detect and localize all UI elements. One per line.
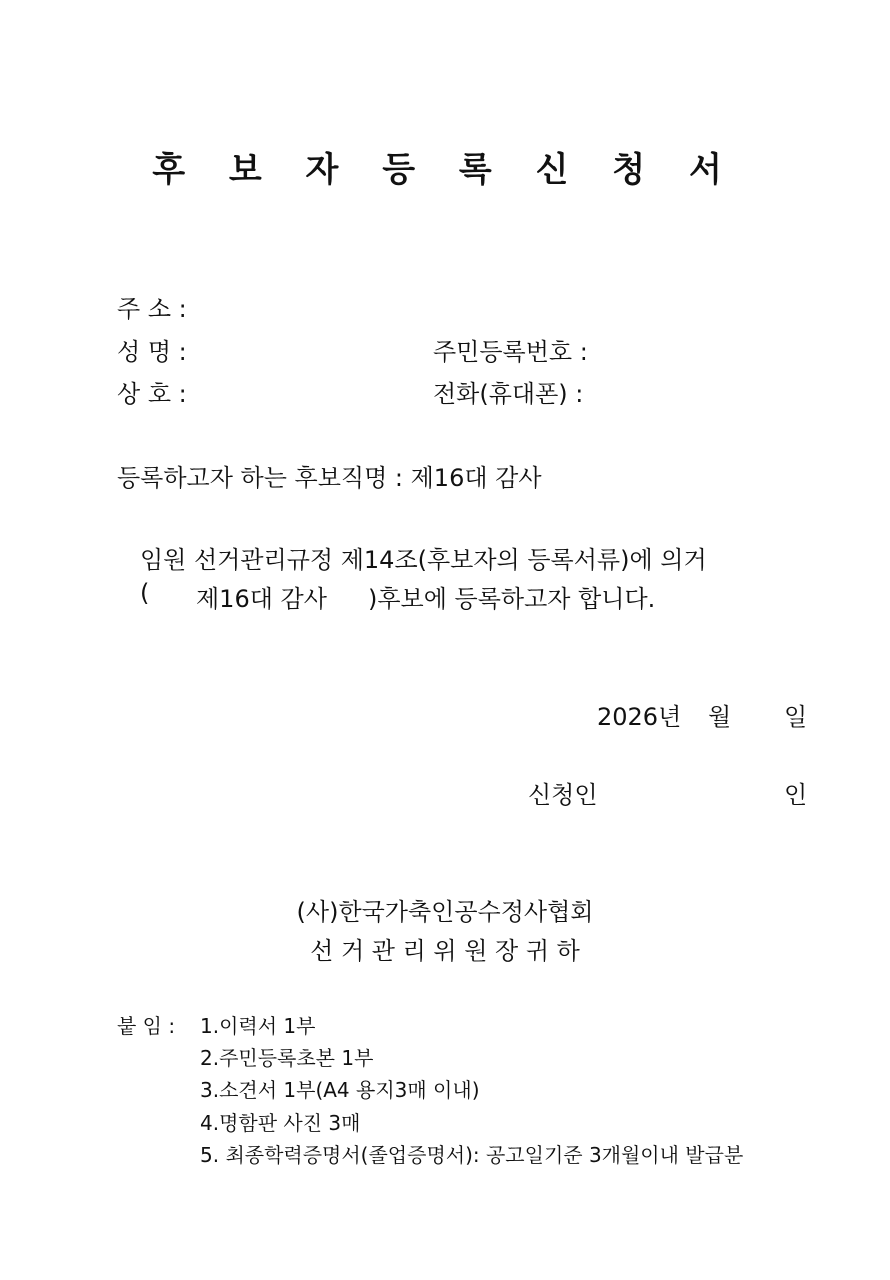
resident-number-label: 주민등록번호 : (433, 338, 588, 366)
statement-close-text: )후보에 등록하고자 합니다. (368, 585, 656, 613)
attachment-item: 3.소견서 1부(A4 용지3매 이내) (200, 1078, 480, 1102)
business-name-label: 상 호 : (117, 380, 187, 408)
applicant-seal: 인 (784, 781, 808, 809)
applicant-label: 신청인 (528, 781, 598, 809)
statement-open-paren: ( (140, 579, 150, 607)
statement-position: 제16대 감사 (196, 585, 327, 613)
name-label: 성 명 : (117, 338, 187, 366)
date-day: 일 (784, 703, 808, 731)
attachment-item: 2.주민등록초본 1부 (200, 1046, 374, 1070)
recipient-addressee: 선 거 관 리 위 원 장 귀 하 (310, 937, 580, 965)
statement-line-1: 임원 선거관리규정 제14조(후보자의 등록서류)에 의거 (140, 546, 707, 574)
attachment-item: 5. 최종학력증명서(졸업증명서): 공고일기준 3개월이내 발급분 (200, 1143, 744, 1167)
attachments-label: 붙 임 : (117, 1014, 176, 1038)
recipient-organization: (사)한국가축인공수정사협회 (296, 898, 594, 926)
date-month: 월 (708, 703, 732, 731)
date-year: 2026년 (597, 703, 682, 731)
phone-label: 전화(휴대폰) : (433, 380, 584, 408)
attachment-item: 1.이력서 1부 (200, 1014, 316, 1038)
document-title: 후 보 자 등 록 신 청 서 (152, 150, 738, 190)
position-line: 등록하고자 하는 후보직명 : 제16대 감사 (117, 464, 542, 492)
attachment-item: 4.명함판 사진 3매 (200, 1111, 361, 1135)
address-label: 주 소 : (117, 295, 187, 323)
